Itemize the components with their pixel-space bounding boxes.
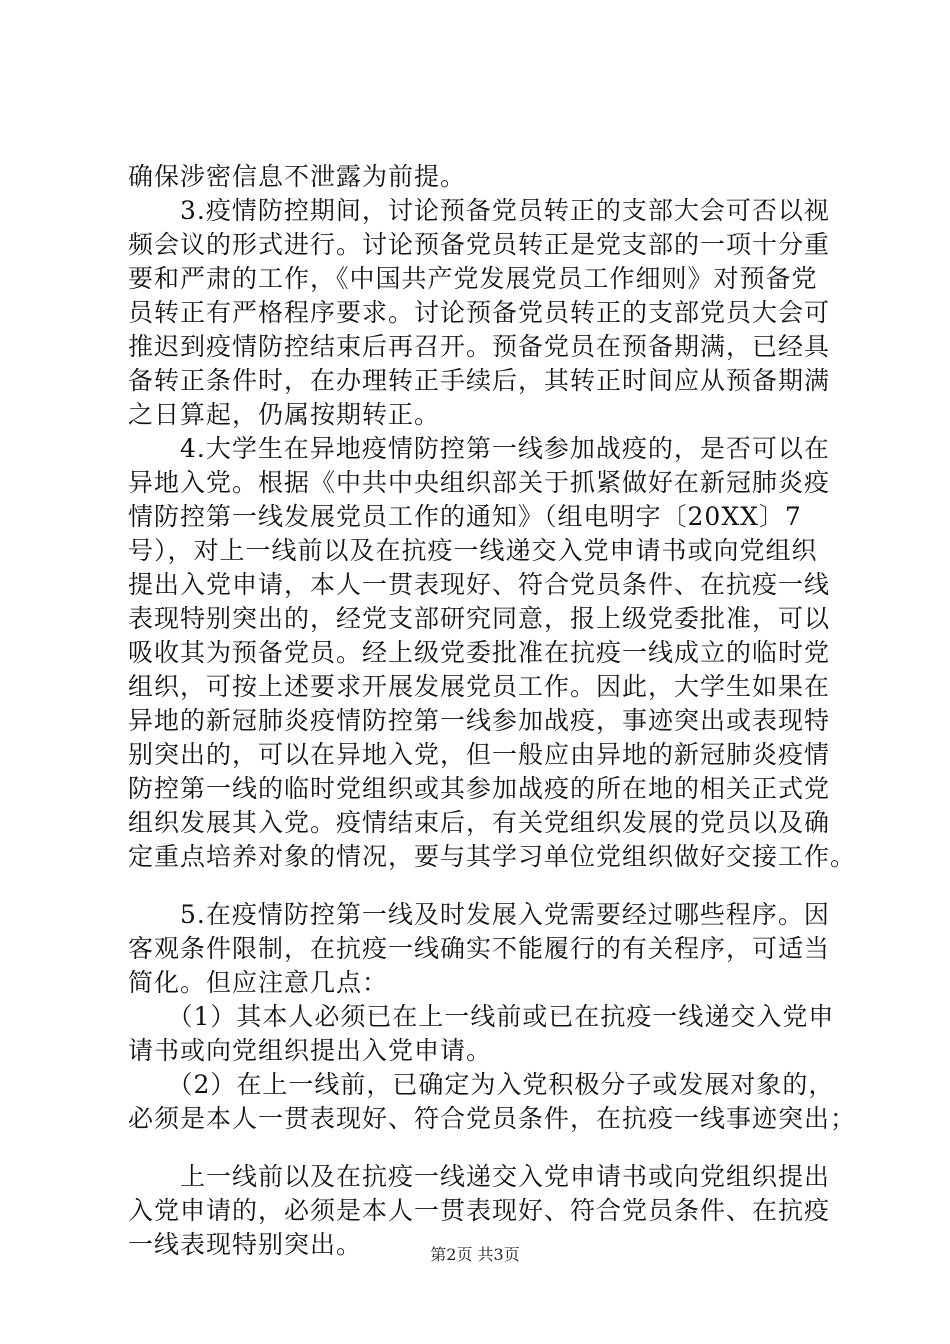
text-line: 异地的新冠肺炎疫情防控第一线参加战疫，事迹突出或表现特 [128,706,831,735]
text-line: 防控第一线的临时党组织或其参加战疫的所在地的相关正式党 [128,774,831,803]
text-line: 4.大学生在异地疫情防控第一线参加战疫的，是否可以在 [128,434,830,463]
text-line: 表现特别突出的，经党支部研究同意，报上级党委批准，可以 [128,604,831,633]
text-line: 组织发展其入党。疫情结束后，有关党组织发展的党员以及确 [128,808,831,837]
text-line: 号），对上一线前以及在抗疫一线递交入党申请书或向党组织 [128,536,818,565]
text-line: 请书或向党组织提出入党申请。 [128,1036,493,1065]
text-line: 一线表现特别突出。 [128,1230,363,1259]
text-line: 情防控第一线发展党员工作的通知》（组电明字〔20XX〕7 [128,502,802,531]
text-line: 3.疫情防控期间，讨论预备党员转正的支部大会可否以视 [128,196,830,225]
text-line: 推迟到疫情防控结束后再召开。预备党员在预备期满，已经具 [128,332,831,361]
text-line: 吸收其为预备党员。经上级党委批准在抗疫一线成立的临时党 [128,638,831,667]
text-line: 5.在疫情防控第一线及时发展入党需要经过哪些程序。因 [128,900,830,929]
text-line: 频会议的形式进行。讨论预备党员转正是党支部的一项十分重 [128,230,831,259]
text-line: 别突出的，可以在异地入党，但一般应由异地的新冠肺炎疫情 [128,740,831,769]
text-line: 必须是本人一贯表现好、符合党员条件，在抗疫一线事迹突出； [128,1104,857,1133]
text-line: 确保涉密信息不泄露为前提。 [128,162,467,191]
text-line: 入党申请的，必须是本人一贯表现好、符合党员条件、在抗疫 [128,1196,831,1225]
text-line: 客观条件限制，在抗疫一线确实不能履行的有关程序，可适当 [128,934,831,963]
text-line: （1）其本人必须已在上一线前或已在抗疫一线递交入党申 [128,1002,835,1031]
text-line: 备转正条件时，在办理转正手续后，其转正时间应从预备期满 [128,366,831,395]
text-line: （2）在上一线前，已确定为入党积极分子或发展对象的， [128,1070,835,1099]
text-line: 提出入党申请，本人一贯表现好、符合党员条件、在抗疫一线 [128,570,831,599]
text-line: 上一线前以及在抗疫一线递交入党申请书或向党组织提出 [128,1162,831,1191]
page-number-footer: 第2页 共3页 [430,1245,520,1264]
text-line: 要和严肃的工作，《中国共产党发展党员工作细则》对预备党 [128,264,818,293]
text-line: 员转正有严格程序要求。讨论预备党员转正的支部党员大会可 [128,298,831,327]
text-line: 组织，可按上述要求开展发展党员工作。因此，大学生如果在 [128,672,831,701]
text-line: 简化。但应注意几点： [128,968,389,997]
text-line: 定重点培养对象的情况，要与其学习单位党组织做好交接工作。 [128,842,857,871]
text-line: 之日算起，仍属按期转正。 [128,400,441,429]
text-line: 异地入党。根据《中共中央组织部关于抓紧做好在新冠肺炎疫 [128,468,831,497]
